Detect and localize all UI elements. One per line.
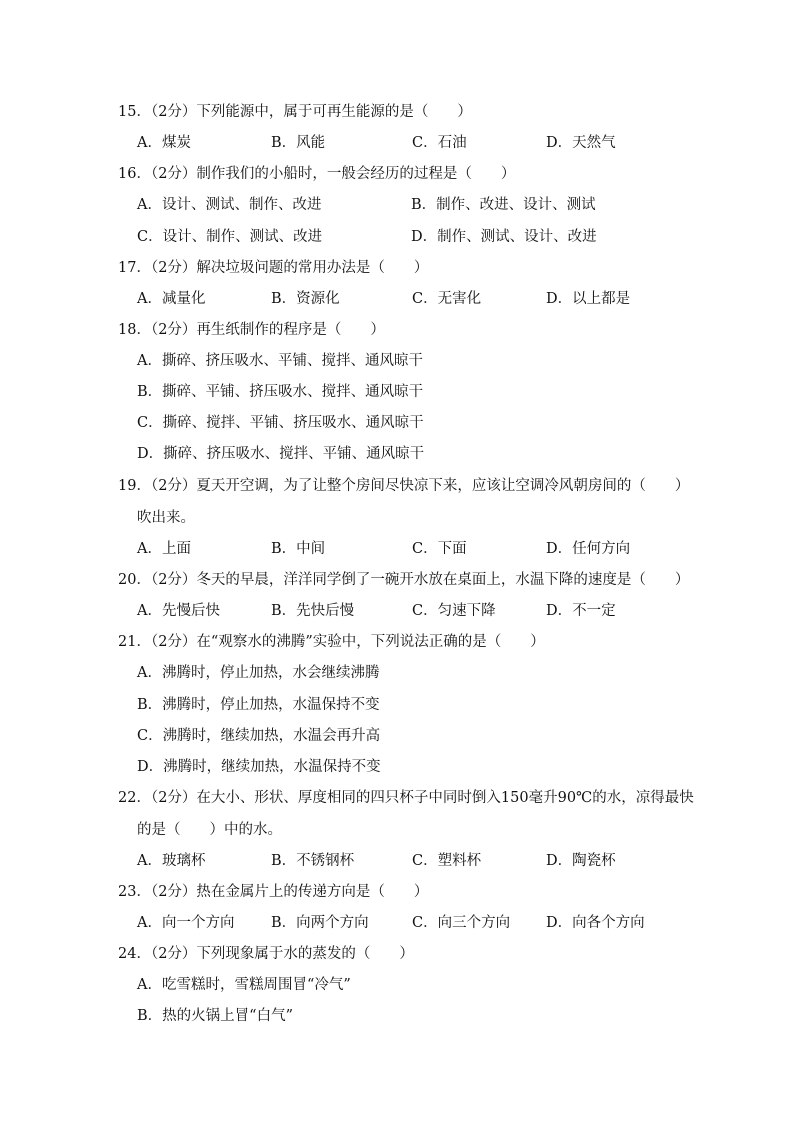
question-19-stem: 19．（2分）夏天开空调，为了让整个房间尽快凉下来，应该让空调冷风朝房间的（ ） — [118, 478, 690, 494]
question-22-stem-continued: 的是（ ）中的水。 — [137, 822, 282, 838]
question-15-stem: 15．（2分）下列能源中，属于可再生能源的是（ ） — [118, 104, 472, 120]
option-a: A．向一个方向 — [137, 915, 235, 931]
option-d: D．以上都是 — [546, 291, 631, 307]
option-b: B．撕碎、平铺、挤压吸水、搅拌、通风晾干 — [137, 384, 424, 400]
option-c: C．无害化 — [412, 291, 482, 307]
option-a: A．吃雪糕时，雪糕周围冒“冷气” — [137, 977, 351, 993]
option-c: C．设计、制作、测试、改进 — [137, 229, 323, 245]
option-b: B．先快后慢 — [271, 603, 355, 619]
option-b: B．风能 — [271, 135, 326, 151]
option-a: A．减量化 — [137, 291, 206, 307]
option-c: C．向三个方向 — [412, 915, 511, 931]
option-d: D．沸腾时，继续加热，水温保持不变 — [137, 759, 381, 775]
question-23-stem: 23．（2分）热在金属片上的传递方向是（ ） — [118, 884, 429, 900]
option-b: B．不锈钢杯 — [271, 853, 355, 869]
question-24-stem: 24．（2分）下列现象属于水的蒸发的（ ） — [118, 946, 414, 962]
option-c: C．匀速下降 — [412, 603, 496, 619]
question-17-stem: 17．（2分）解决垃圾问题的常用办法是（ ） — [118, 260, 429, 276]
option-a: A．沸腾时，停止加热，水会继续沸腾 — [137, 665, 380, 681]
option-a: A．煤炭 — [137, 135, 191, 151]
option-d: D．撕碎、挤压吸水、搅拌、平铺、通风晾干 — [137, 446, 425, 462]
option-a: A．撕碎、挤压吸水、平铺、搅拌、通风晾干 — [137, 353, 423, 369]
option-c: C．撕碎、搅拌、平铺、挤压吸水、通风晾干 — [137, 415, 424, 431]
question-16-stem: 16．（2分）制作我们的小船时，一般会经历的过程是（ ） — [118, 166, 516, 182]
option-a: A．先慢后快 — [137, 603, 220, 619]
option-c: C．下面 — [412, 541, 467, 557]
option-d: D．制作、测试、设计、改进 — [411, 229, 597, 245]
option-d: D．陶瓷杯 — [546, 853, 616, 869]
option-b: B．沸腾时，停止加热，水温保持不变 — [137, 697, 380, 713]
option-a: A．玻璃杯 — [137, 853, 206, 869]
option-d: D．天然气 — [546, 135, 616, 151]
option-d: D．任何方向 — [546, 541, 631, 557]
option-c: C．沸腾时，继续加热，水温会再升高 — [137, 728, 381, 744]
option-b: B．向两个方向 — [271, 915, 369, 931]
question-22-stem: 22．（2分）在大小、形状、厚度相同的四只杯子中同时倒入150毫升90℃的水，凉得最快 — [118, 790, 694, 806]
option-b: B．中间 — [271, 541, 326, 557]
option-d: D．向各个方向 — [546, 915, 645, 931]
option-c: C．塑料杯 — [412, 853, 482, 869]
question-19-stem-continued: 吹出来。 — [137, 510, 195, 526]
option-b: B．制作、改进、设计、测试 — [411, 197, 596, 213]
option-d: D．不一定 — [546, 603, 616, 619]
option-c: C．石油 — [412, 135, 467, 151]
question-21-stem: 21．（2分）在“观察水的沸腾”实验中，下列说法正确的是（ ） — [118, 634, 545, 650]
question-20-stem: 20．（2分）冬天的早晨，洋洋同学倒了一碗开水放在桌面上，水温下降的速度是（ ） — [118, 572, 690, 588]
question-18-stem: 18．（2分）再生纸制作的程序是（ ） — [118, 322, 385, 338]
option-b: B．热的火锅上冒“白气” — [137, 1008, 293, 1024]
option-a: A．设计、测试、制作、改进 — [137, 197, 322, 213]
option-b: B．资源化 — [271, 291, 340, 307]
option-a: A．上面 — [137, 541, 191, 557]
